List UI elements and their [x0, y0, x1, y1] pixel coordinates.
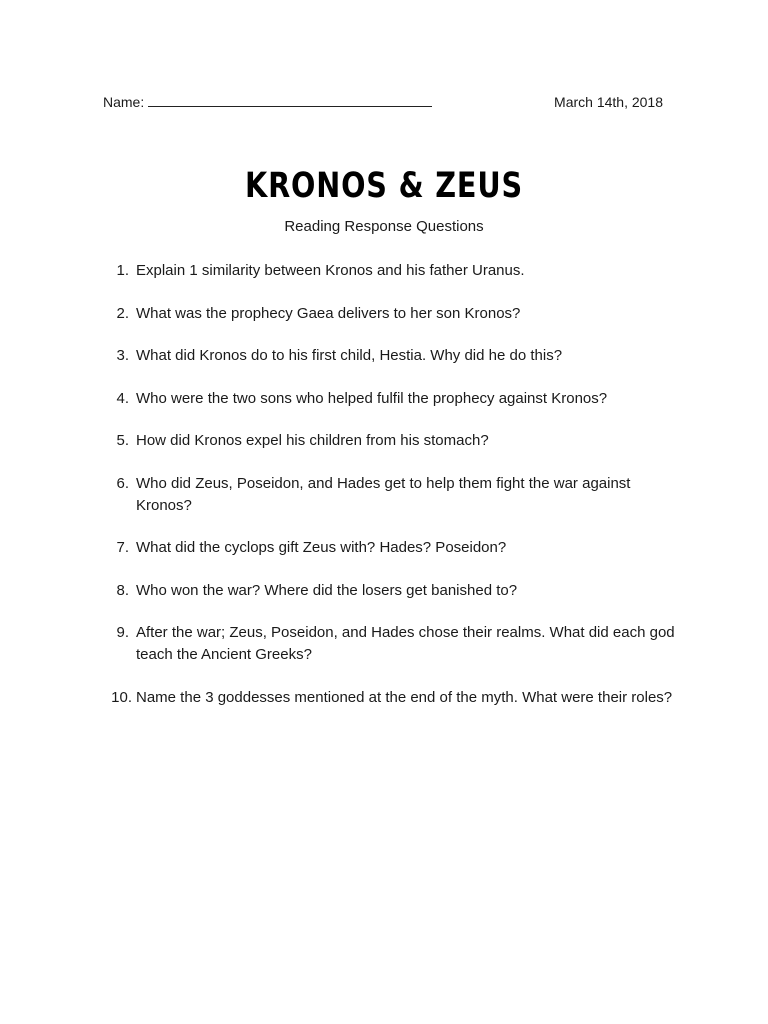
question-number: 5.: [116, 432, 129, 449]
question-item: [103, 345, 683, 367]
question-text: Name the 3 goddesses mentioned at the end of the myth. What were their roles?: [136, 688, 673, 706]
question-item: [103, 580, 683, 602]
question-text: Who won the war? Where did the losers get banished to?: [136, 581, 518, 599]
question-number: 1.: [116, 262, 129, 279]
worksheet-header: [103, 92, 663, 112]
question-text: Who did Zeus, Poseidon, and Hades get to help them fight the war against Kronos?: [136, 474, 631, 514]
question-number: 4.: [116, 389, 129, 407]
question-number: 7.: [116, 539, 129, 556]
question-item: [103, 687, 683, 709]
name-blank-line: [148, 106, 432, 107]
question-item: [103, 473, 683, 517]
question-text: How did Kronos expel his children from his stomach?: [136, 432, 489, 449]
question-number: 3.: [116, 347, 129, 364]
question-number: 10.: [111, 688, 132, 706]
worksheet-title: KRONOS & ZEUS: [245, 166, 523, 206]
question-text: What did Kronos do to his first child, Hestia. Why did he do this?: [136, 347, 563, 364]
question-text: What was the prophecy Gaea delivers to her son Kronos?: [136, 304, 521, 322]
question-text: Explain 1 similarity between Kronos and his father Uranus.: [136, 262, 525, 279]
worksheet-subtitle: Reading Response Questions: [284, 218, 484, 235]
question-item: [103, 537, 683, 559]
question-list: [103, 260, 683, 729]
question-item: [103, 260, 683, 282]
question-text: Who were the two sons who helped fulfil the prophecy against Kronos?: [136, 389, 608, 407]
name-label: Name:: [103, 94, 145, 110]
question-item: [103, 622, 683, 666]
question-text: After the war; Zeus, Poseidon, and Hades chose their realms. What did each god teach the Ancient Greeks?: [136, 624, 675, 663]
question-number: 8.: [116, 581, 129, 599]
question-number: 6.: [116, 474, 129, 492]
question-item: [103, 303, 683, 325]
question-number: 2.: [116, 304, 129, 322]
worksheet-date: March 14th, 2018: [554, 94, 663, 110]
question-text: What did the cyclops gift Zeus with? Hades? Poseidon?: [136, 539, 507, 556]
question-item: [103, 388, 683, 410]
question-number: 9.: [116, 624, 129, 641]
question-item: [103, 430, 683, 452]
